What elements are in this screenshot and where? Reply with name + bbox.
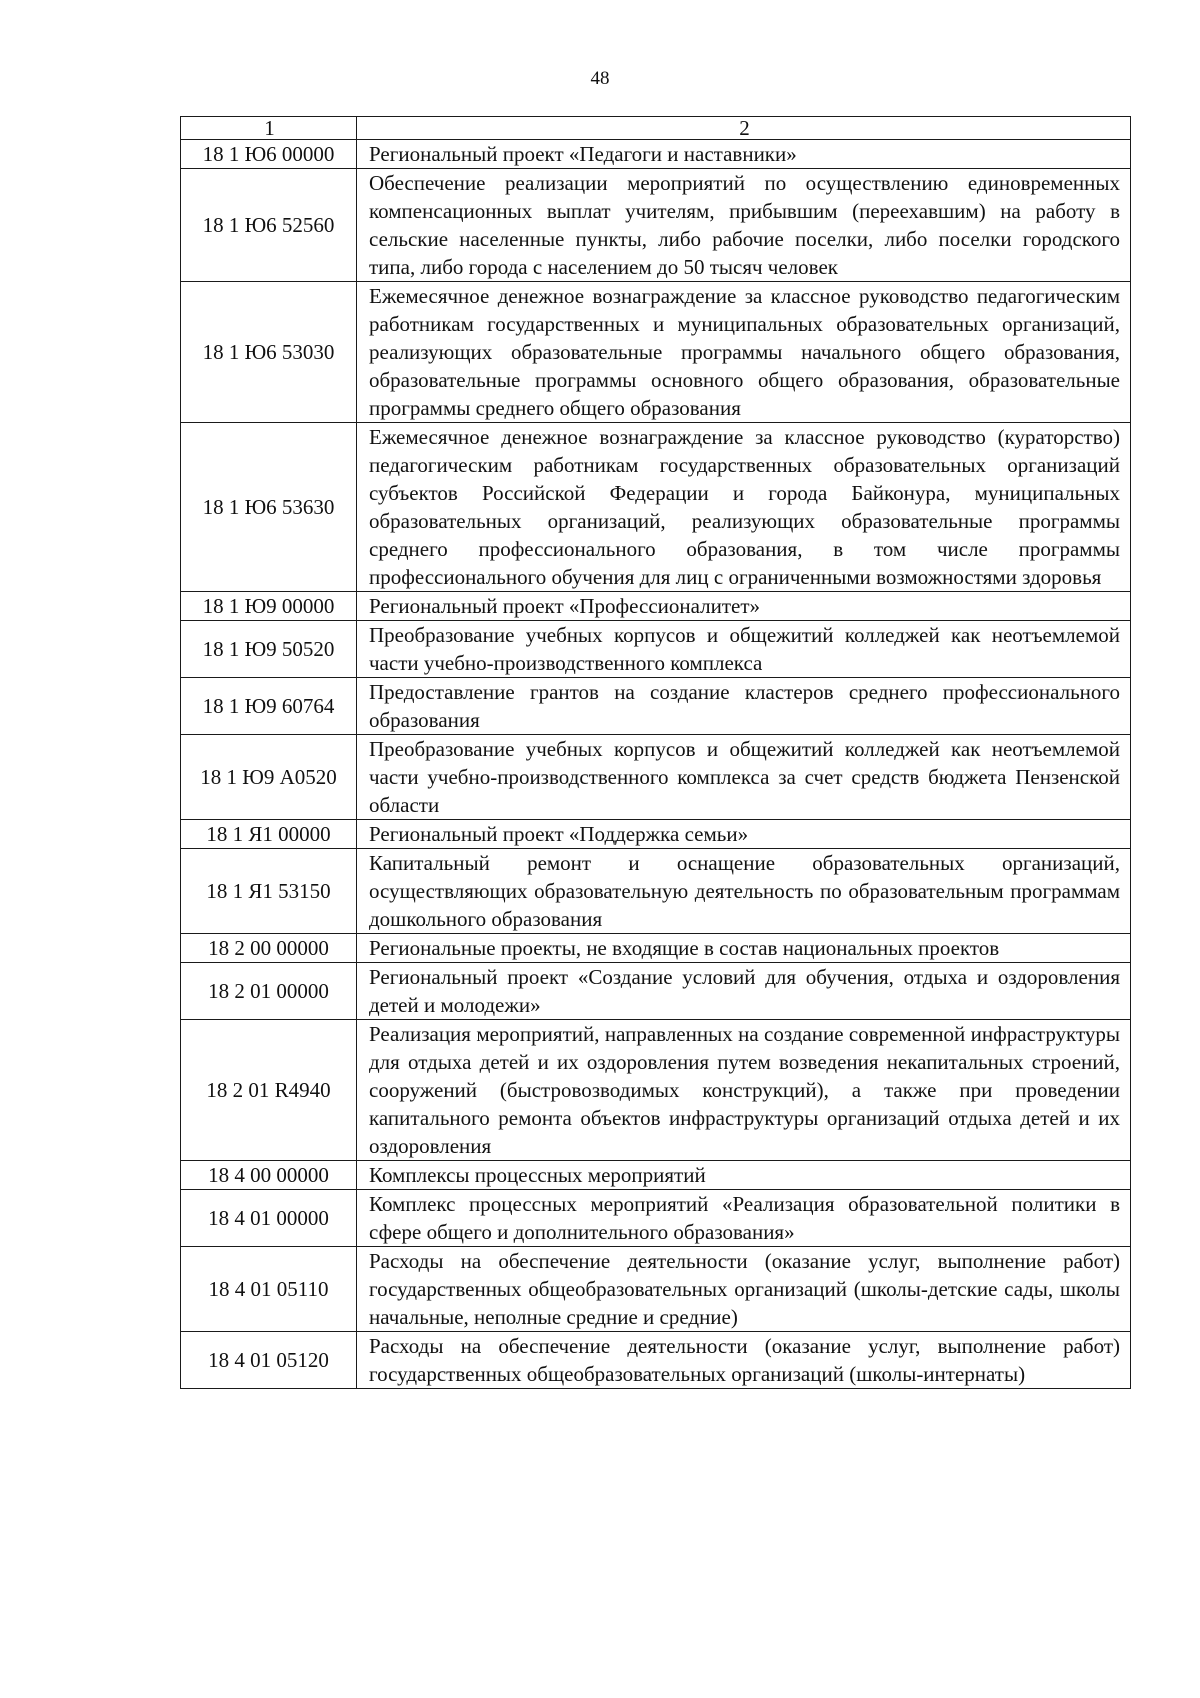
description-cell: Региональный проект «Педагоги и наставники» — [357, 140, 1131, 169]
target-code-cell: 18 2 01 00000 — [181, 963, 357, 1020]
column-number-2: 2 — [357, 117, 1131, 140]
table-row — [181, 282, 1131, 423]
description-cell: Преобразование учебных корпусов и общежитий колледжей как неотъемлемой части учебно-производственного комплекса за счет средств бюджета Пензенской области — [357, 735, 1131, 820]
description-cell: Комплексы процессных мероприятий — [357, 1161, 1131, 1190]
target-code-cell: 18 1 Ю6 00000 — [181, 140, 357, 169]
table-row — [181, 963, 1131, 1020]
target-code-cell: 18 1 Я1 00000 — [181, 820, 357, 849]
table-row — [181, 1190, 1131, 1247]
table-row — [181, 169, 1131, 282]
table-row — [181, 820, 1131, 849]
page-number: 48 — [590, 68, 610, 89]
target-code-cell: 18 1 Ю6 53630 — [181, 423, 357, 592]
table-row — [181, 1332, 1131, 1389]
description-cell: Ежемесячное денежное вознаграждение за классное руководство педагогическим работникам государственных и муниципальных образовательных организаций, реализующих образовательные программы начального общего образования, образовательные программы основного общего образования, образовательные программы среднего общего образования — [357, 282, 1131, 423]
target-code-cell: 18 2 01 R4940 — [181, 1020, 357, 1161]
description-cell: Обеспечение реализации мероприятий по осуществлению единовременных компенсационных выплат учителям, прибывшим (переехавшим) на работу в сельские населенные пункты, либо рабочие поселки, либо поселки городского типа, либо города с населением до 50 тысяч человек — [357, 169, 1131, 282]
description-cell: Реализация мероприятий, направленных на создание современной инфраструктуры для отдыха детей и их оздоровления путем возведения некапитальных строений, сооружений (быстровозводимых конструкций), а также при проведении капитального ремонта объектов инфраструктуры организаций отдыха детей и их оздоровления — [357, 1020, 1131, 1161]
target-code-cell: 18 1 Ю6 53030 — [181, 282, 357, 423]
description-cell: Региональные проекты, не входящие в состав национальных проектов — [357, 934, 1131, 963]
table-row — [181, 621, 1131, 678]
table-row — [181, 735, 1131, 820]
target-code-cell: 18 4 01 05110 — [181, 1247, 357, 1332]
target-code-cell: 18 1 Я1 53150 — [181, 849, 357, 934]
target-code-cell: 18 4 00 00000 — [181, 1161, 357, 1190]
target-code-cell: 18 2 00 00000 — [181, 934, 357, 963]
target-code-cell: 18 1 Ю9 00000 — [181, 592, 357, 621]
table-header-row — [181, 117, 1131, 140]
table-row — [181, 849, 1131, 934]
table-row — [181, 592, 1131, 621]
description-cell: Региональный проект «Поддержка семьи» — [357, 820, 1131, 849]
description-cell: Комплекс процессных мероприятий «Реализация образовательной политики в сфере общего и дополнительного образования» — [357, 1190, 1131, 1247]
target-code-cell: 18 4 01 00000 — [181, 1190, 357, 1247]
target-code-cell: 18 1 Ю9 60764 — [181, 678, 357, 735]
description-cell: Региональный проект «Профессионалитет» — [357, 592, 1131, 621]
description-cell: Региональный проект «Создание условий для обучения, отдыха и оздоровления детей и молодежи» — [357, 963, 1131, 1020]
description-cell: Расходы на обеспечение деятельности (оказание услуг, выполнение работ) государственных общеобразовательных организаций (школы-интернаты) — [357, 1332, 1131, 1389]
description-cell: Расходы на обеспечение деятельности (оказание услуг, выполнение работ) государственных общеобразовательных организаций (школы-детские сады, школы начальные, неполные средние и средние) — [357, 1247, 1131, 1332]
table-row — [181, 423, 1131, 592]
description-cell: Ежемесячное денежное вознаграждение за классное руководство (кураторство) педагогическим работникам государственных образовательных организаций субъектов Российской Федерации и города Байконура, муниципальных образовательных организаций, реализующих образовательные программы среднего профессионального образования, в том числе программы профессионального обучения для лиц с ограниченными возможностями здоровья — [357, 423, 1131, 592]
target-code-cell: 18 1 Ю9 50520 — [181, 621, 357, 678]
target-code-cell: 18 1 Ю9 А0520 — [181, 735, 357, 820]
table-row — [181, 934, 1131, 963]
target-code-cell: 18 4 01 05120 — [181, 1332, 357, 1389]
description-cell: Предоставление грантов на создание кластеров среднего профессионального образования — [357, 678, 1131, 735]
budget-classification-table — [180, 116, 1131, 1389]
table-row — [181, 1247, 1131, 1332]
table-row — [181, 678, 1131, 735]
target-code-cell: 18 1 Ю6 52560 — [181, 169, 357, 282]
table-row — [181, 1020, 1131, 1161]
column-number-1: 1 — [181, 117, 357, 140]
table-row — [181, 1161, 1131, 1190]
description-cell: Преобразование учебных корпусов и общежитий колледжей как неотъемлемой части учебно-производственного комплекса — [357, 621, 1131, 678]
description-cell: Капитальный ремонт и оснащение образовательных организаций, осуществляющих образовательную деятельность по образовательным программам дошкольного образования — [357, 849, 1131, 934]
table-row — [181, 140, 1131, 169]
